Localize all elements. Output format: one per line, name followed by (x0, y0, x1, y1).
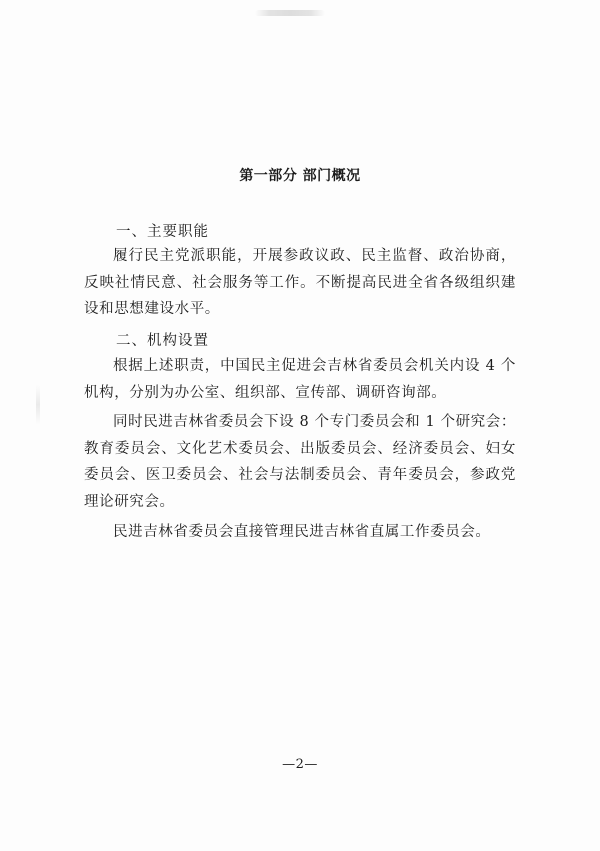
scan-artifact (255, 10, 325, 16)
paragraph-internal-departments: 根据上述职责，中国民主促进会吉林省委员会机关内设 4 个机构，分别为办公室、组织部、宣传部、调研咨询部。 (84, 358, 516, 401)
paragraph-direct-management: 民进吉林省委员会直接管理民进吉林省直属工作委员会。 (113, 524, 491, 540)
paragraph-committees: 同时民进吉林省委员会下设 8 个专门委员会和 1 个研究会：教育委员会、文化艺术委员会、出版委员会、经济委员会、妇女委员会、医卫委员会、社会与法制委员会、青年委员会，参政党理论研究会。 (84, 414, 516, 510)
section-heading-organization: 二、机构设置 (116, 333, 209, 349)
section-heading-main-functions: 一、主要职能 (116, 224, 209, 240)
paragraph-main-functions: 履行民主党派职能，开展参政议政、民主监督、政治协商，反映社情民意、社会服务等工作。不断提高民进全省各级组织建设和思想建设水平。 (84, 248, 516, 317)
scan-artifact (36, 385, 40, 425)
page-title: 第一部分 部门概况 (239, 168, 361, 184)
page-number: —2— (282, 757, 318, 772)
